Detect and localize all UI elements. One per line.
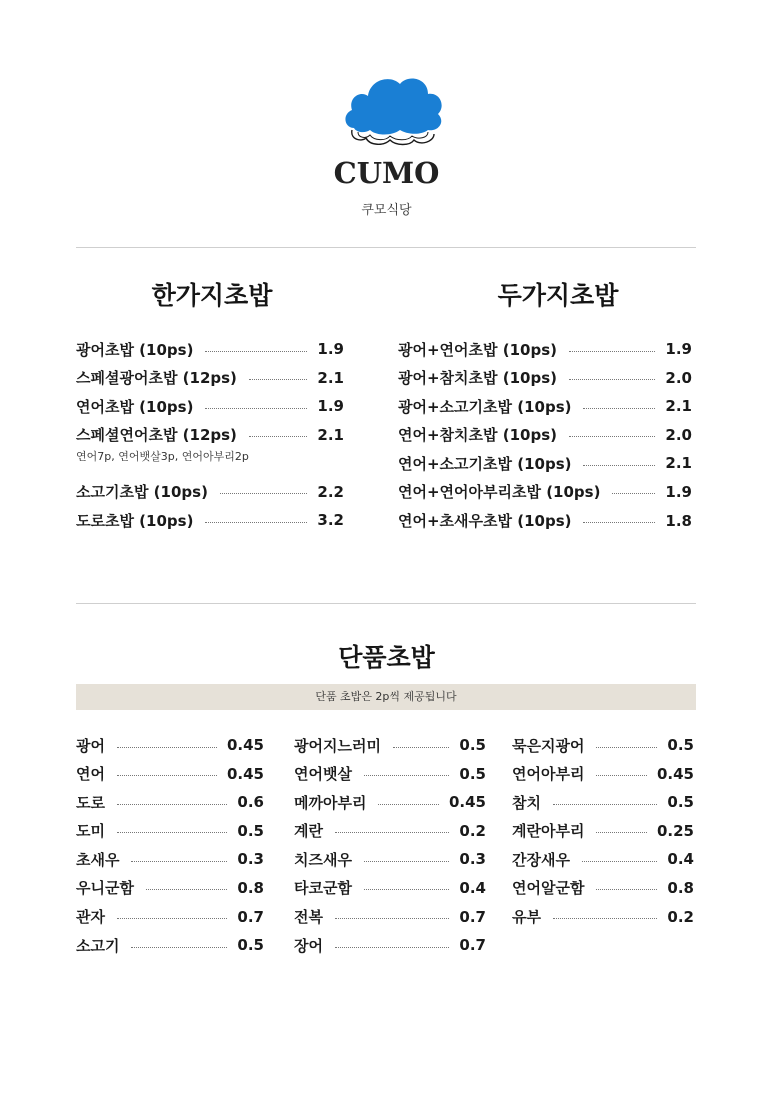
item-name: 연어+소고기초밥 (10ps) — [398, 454, 572, 473]
single-sushi-list — [76, 338, 344, 538]
item-name: 연어뱃살 — [294, 765, 352, 784]
item-name: 도로초밥 (10ps) — [76, 511, 194, 530]
item-name: 우니군함 — [76, 879, 134, 898]
item-name: 광어 — [76, 736, 105, 755]
item-price: 3.2 — [317, 511, 344, 530]
menu-item — [294, 877, 486, 906]
menu-item — [76, 763, 264, 792]
brand-subtitle: 쿠모식당 — [361, 203, 412, 218]
item-name: 타코군함 — [294, 879, 352, 898]
dot-leader — [117, 832, 227, 833]
item-price: 0.4 — [667, 850, 694, 869]
piece-notice-banner: 단품 초밥은 2p씩 제공됩니다 — [76, 684, 696, 710]
piece-sushi-col2 — [294, 734, 486, 963]
item-price: 0.3 — [459, 850, 486, 869]
item-price: 0.5 — [459, 764, 486, 783]
menu-item — [294, 848, 486, 877]
item-name: 소고기 — [76, 936, 120, 955]
menu-item — [398, 395, 692, 424]
divider — [76, 603, 696, 604]
menu-item — [398, 452, 692, 481]
dot-leader — [117, 775, 217, 776]
item-price: 0.45 — [226, 764, 264, 783]
item-price: 2.0 — [665, 425, 692, 444]
dot-leader — [569, 379, 655, 380]
item-name: 메까아부리 — [294, 793, 367, 812]
menu-item — [76, 367, 344, 396]
section-title-double: 두가지초밥 — [497, 281, 619, 310]
item-price: 0.2 — [459, 821, 486, 840]
item-price: 2.0 — [665, 368, 692, 387]
item-name: 연어알군함 — [512, 879, 585, 898]
item-price: 0.4 — [459, 878, 486, 897]
item-price: 0.8 — [237, 878, 264, 897]
item-name: 연어아부리 — [512, 765, 585, 784]
dot-leader — [596, 832, 647, 833]
menu-item — [76, 509, 344, 538]
dot-leader — [612, 493, 655, 494]
item-name: 간장새우 — [512, 850, 570, 869]
menu-item — [294, 820, 486, 849]
item-price: 2.1 — [317, 368, 344, 387]
menu-item — [512, 848, 694, 877]
item-name: 소고기초밥 (10ps) — [76, 483, 208, 502]
dot-leader — [335, 918, 449, 919]
menu-item — [294, 763, 486, 792]
menu-item — [398, 510, 692, 539]
menu-item — [512, 820, 694, 849]
item-price: 0.25 — [656, 821, 694, 840]
item-price: 0.2 — [667, 907, 694, 926]
divider — [76, 247, 696, 248]
item-name: 스페셜연어초밥 (12ps) — [76, 426, 237, 445]
item-price: 0.5 — [459, 736, 486, 754]
item-price: 2.1 — [317, 425, 344, 444]
menu-item — [294, 791, 486, 820]
item-name: 장어 — [294, 936, 323, 955]
dot-leader — [205, 351, 307, 352]
cloud-logo-icon — [340, 68, 448, 150]
dot-leader — [146, 889, 227, 890]
item-name: 광어초밥 (10ps) — [76, 340, 194, 359]
item-name: 광어지느러미 — [294, 736, 381, 755]
menu-item — [398, 367, 692, 396]
double-sushi-list — [398, 338, 692, 538]
dot-leader — [569, 351, 655, 352]
item-name: 묵은지광어 — [512, 736, 585, 755]
menu-item — [76, 848, 264, 877]
item-name: 유부 — [512, 908, 541, 927]
dot-leader — [335, 832, 449, 833]
item-price: 0.6 — [237, 793, 264, 812]
dot-leader — [364, 775, 449, 776]
item-name: 연어+초새우초밥 (10ps) — [398, 512, 572, 531]
dot-leader — [553, 918, 657, 919]
menu-item — [76, 877, 264, 906]
dot-leader — [596, 889, 657, 890]
dot-leader — [583, 522, 655, 523]
item-name: 초새우 — [76, 850, 120, 869]
menu-item — [398, 481, 692, 510]
item-name: 계란아부리 — [512, 822, 585, 841]
dot-leader — [364, 861, 449, 862]
item-price: 0.5 — [237, 936, 264, 955]
item-price: 0.3 — [237, 850, 264, 869]
item-name: 도미 — [76, 822, 105, 841]
item-name: 치즈새우 — [294, 850, 352, 869]
piece-sushi-col1 — [76, 734, 264, 963]
dot-leader — [335, 947, 449, 948]
item-price: 0.45 — [656, 764, 694, 783]
menu-item — [76, 820, 264, 849]
item-name: 전복 — [294, 908, 323, 927]
dot-leader — [117, 918, 227, 919]
dot-leader — [117, 747, 217, 748]
item-name: 스페셜광어초밥 (12ps) — [76, 369, 237, 388]
menu-item — [512, 734, 694, 763]
section-title-single: 한가지초밥 — [151, 281, 273, 310]
dot-leader — [131, 861, 227, 862]
item-name: 참치 — [512, 793, 541, 812]
item-price: 0.8 — [667, 878, 694, 897]
menu-item — [294, 934, 486, 963]
item-name: 광어+소고기초밥 (10ps) — [398, 397, 572, 416]
item-price: 0.45 — [448, 793, 486, 812]
item-name: 계란 — [294, 822, 323, 841]
item-name: 도로 — [76, 793, 105, 812]
item-name: 연어 — [76, 765, 105, 784]
item-name: 관자 — [76, 908, 105, 927]
item-price: 1.9 — [665, 340, 692, 358]
item-price: 1.9 — [317, 340, 344, 358]
menu-item — [76, 906, 264, 935]
dot-leader — [596, 775, 647, 776]
menu-item — [512, 763, 694, 792]
menu-item — [398, 338, 692, 367]
dot-leader — [583, 465, 655, 466]
dot-leader — [249, 379, 308, 380]
section-title-piece: 단품초밥 — [338, 643, 435, 672]
menu-item — [76, 934, 264, 963]
piece-sushi-col3 — [512, 734, 694, 934]
menu-item — [512, 791, 694, 820]
dot-leader — [596, 747, 657, 748]
item-price: 2.1 — [665, 397, 692, 416]
menu-item — [76, 395, 344, 424]
item-price: 0.5 — [237, 821, 264, 840]
dot-leader — [205, 522, 307, 523]
item-price: 1.8 — [665, 511, 692, 530]
item-name: 광어+연어초밥 (10ps) — [398, 340, 557, 359]
item-name: 연어+참치초밥 (10ps) — [398, 426, 557, 445]
item-name: 광어+참치초밥 (10ps) — [398, 369, 557, 388]
item-price: 0.7 — [459, 936, 486, 955]
item-price: 0.5 — [667, 793, 694, 812]
item-name: 연어초밥 (10ps) — [76, 397, 194, 416]
dot-leader — [569, 436, 655, 437]
dot-leader — [364, 889, 449, 890]
item-price: 2.2 — [317, 482, 344, 501]
dot-leader — [205, 408, 307, 409]
dot-leader — [582, 861, 657, 862]
dot-leader — [220, 493, 307, 494]
menu-item — [512, 906, 694, 935]
dot-leader — [131, 947, 227, 948]
dot-leader — [249, 436, 308, 437]
menu-item — [294, 906, 486, 935]
dot-leader — [583, 408, 655, 409]
item-price: 1.9 — [317, 397, 344, 416]
item-note: 연어7p, 연어뱃살3p, 연어아부리2p — [76, 449, 249, 463]
dot-leader — [553, 804, 657, 805]
item-price: 0.7 — [237, 907, 264, 926]
menu-item — [76, 481, 344, 510]
menu-item — [76, 791, 264, 820]
brand-name: CUMO — [333, 156, 440, 190]
item-name: 연어+연어아부리초밥 (10ps) — [398, 483, 601, 502]
menu-item — [76, 734, 264, 763]
item-price: 0.5 — [667, 736, 694, 754]
item-price: 0.7 — [459, 907, 486, 926]
dot-leader — [117, 804, 227, 805]
item-price: 1.9 — [665, 482, 692, 501]
dot-leader — [378, 804, 439, 805]
menu-item — [76, 338, 344, 367]
item-price: 0.45 — [226, 736, 264, 754]
menu-item — [76, 424, 344, 481]
menu-item — [294, 734, 486, 763]
menu-item — [398, 424, 692, 453]
dot-leader — [393, 747, 449, 748]
menu-item — [512, 877, 694, 906]
item-price: 2.1 — [665, 454, 692, 473]
